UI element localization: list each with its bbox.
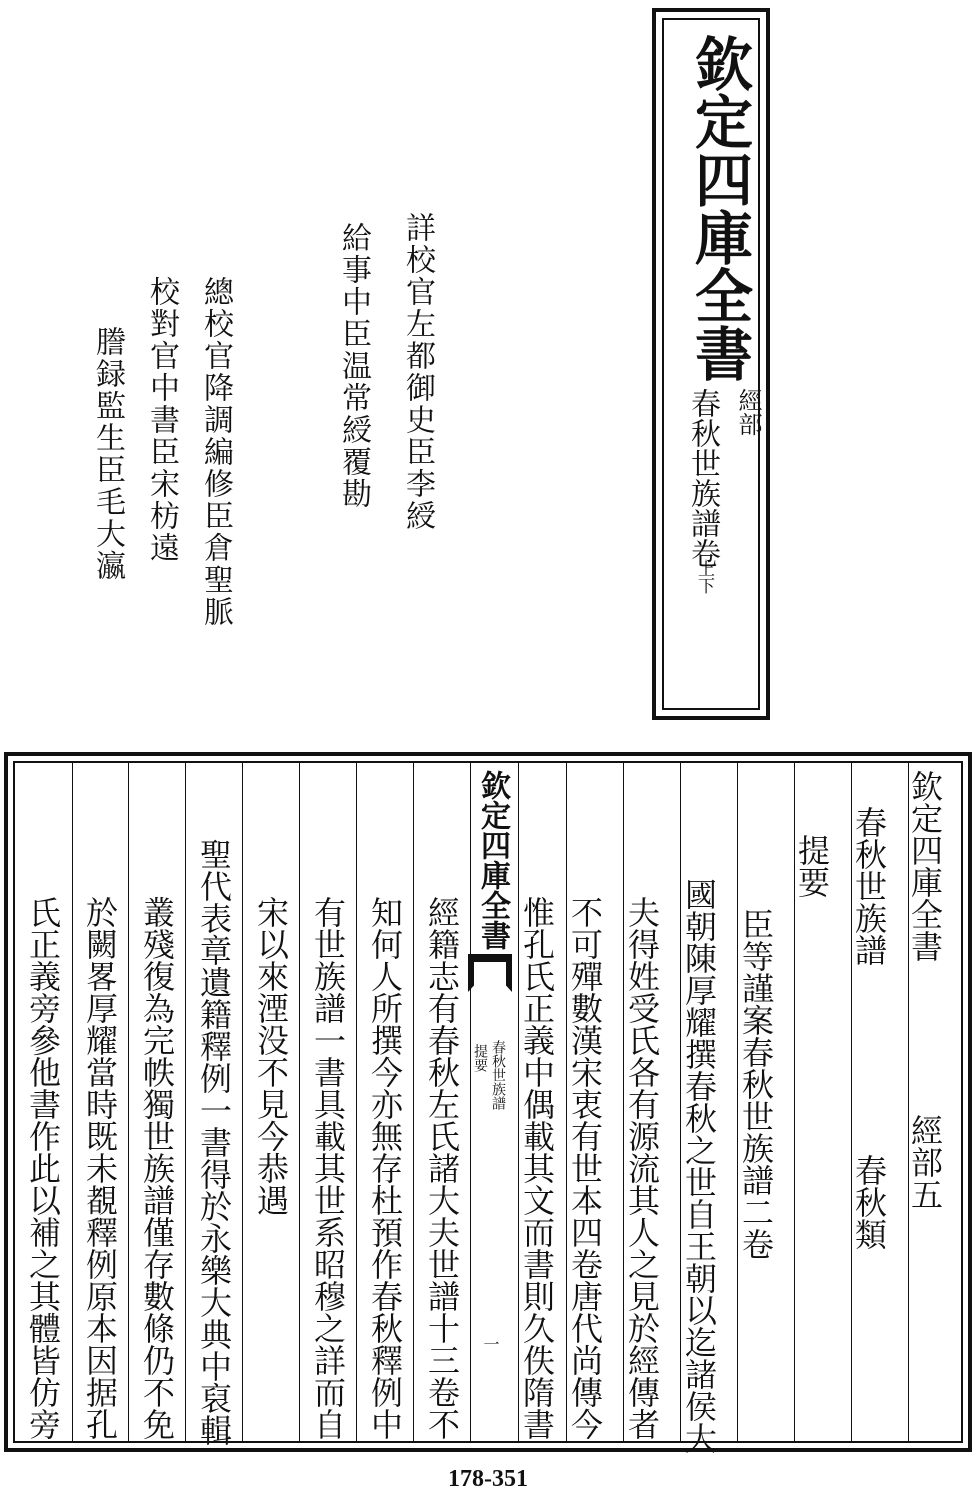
slip-volume-note: 上下 xyxy=(694,560,714,594)
slip-main-title: 欽定四庫全書 xyxy=(685,34,753,382)
body-column-2: 國朝陳厚耀撰春秋之世自王朝以迄諸侯大 xyxy=(680,878,718,1454)
header-title: 欽定四庫全書 xyxy=(906,770,944,962)
body-column-7: 知何人所撰今亦無存杜預作春秋釋例中 xyxy=(366,896,404,1440)
column-rule xyxy=(185,763,186,1441)
column-rule xyxy=(356,763,357,1441)
title-slip-inner-border xyxy=(662,18,760,710)
tiyao-label: 提要 xyxy=(793,834,831,898)
official-line-3: 總校官降調編修臣倉聖脈 xyxy=(198,276,233,628)
official-line-1: 詳校官左都御史臣李綬 xyxy=(400,212,435,532)
slip-category: 經部 xyxy=(734,388,762,436)
body-column-6: 經籍志有春秋左氏諸大夫世譜十三卷不 xyxy=(423,896,461,1440)
fold-leaf-number: 一 xyxy=(481,1336,500,1352)
column-rule xyxy=(242,763,243,1441)
official-line-4: 校對官中書臣宋枋遠 xyxy=(144,276,179,564)
header-category: 經部五 xyxy=(906,1114,944,1210)
fish-tail-mark-icon xyxy=(466,952,514,996)
column-rule xyxy=(128,763,129,1441)
fold-book-title: 春秋世族譜 xyxy=(490,1040,506,1110)
fold-title: 欽定四庫全書 xyxy=(475,770,510,950)
body-column-1: 臣等謹案春秋世族譜二卷 xyxy=(737,908,775,1260)
body-column-11: 叢殘復為完帙獨世族譜僅存數條仍不免 xyxy=(138,896,176,1440)
title-slip xyxy=(652,8,770,720)
body-column-4: 不可殫數漢宋衷有世本四卷唐代尚傳今 xyxy=(566,896,604,1440)
body-column-8: 有世族譜一書具載其世系昭穆之詳而自 xyxy=(309,896,347,1440)
slip-book-title: 春秋世族譜卷 xyxy=(685,388,720,568)
body-column-12: 於闕畧厚耀當時既未覩釋例原本因据孔 xyxy=(81,896,119,1440)
book-title: 春秋世族譜 xyxy=(850,806,888,966)
page-number: 178-351 xyxy=(448,1466,528,1492)
official-line-2: 給事中臣温常綬覆勘 xyxy=(336,222,371,510)
column-rule xyxy=(299,763,300,1441)
column-rule xyxy=(72,763,73,1441)
book-category: 春秋類 xyxy=(850,1154,888,1250)
body-column-13: 氏正義旁參他書作此以補之其體皆仿旁 xyxy=(24,896,62,1440)
official-line-5: 謄録監生臣毛大瀛 xyxy=(90,326,125,582)
fold-section: 提要 xyxy=(472,1044,488,1072)
body-column-10: 聖代表章遺籍釋例一書得於永樂大典中裒輯 xyxy=(195,838,233,1446)
body-column-9: 宋以來湮没不見今恭遇 xyxy=(252,896,290,1216)
column-rule xyxy=(413,763,414,1441)
body-column-3: 夫得姓受氏各有源流其人之見於經傳者 xyxy=(623,896,661,1440)
body-column-5: 惟孔氏正義中偶載其文而書則久佚隋書 xyxy=(518,896,556,1440)
